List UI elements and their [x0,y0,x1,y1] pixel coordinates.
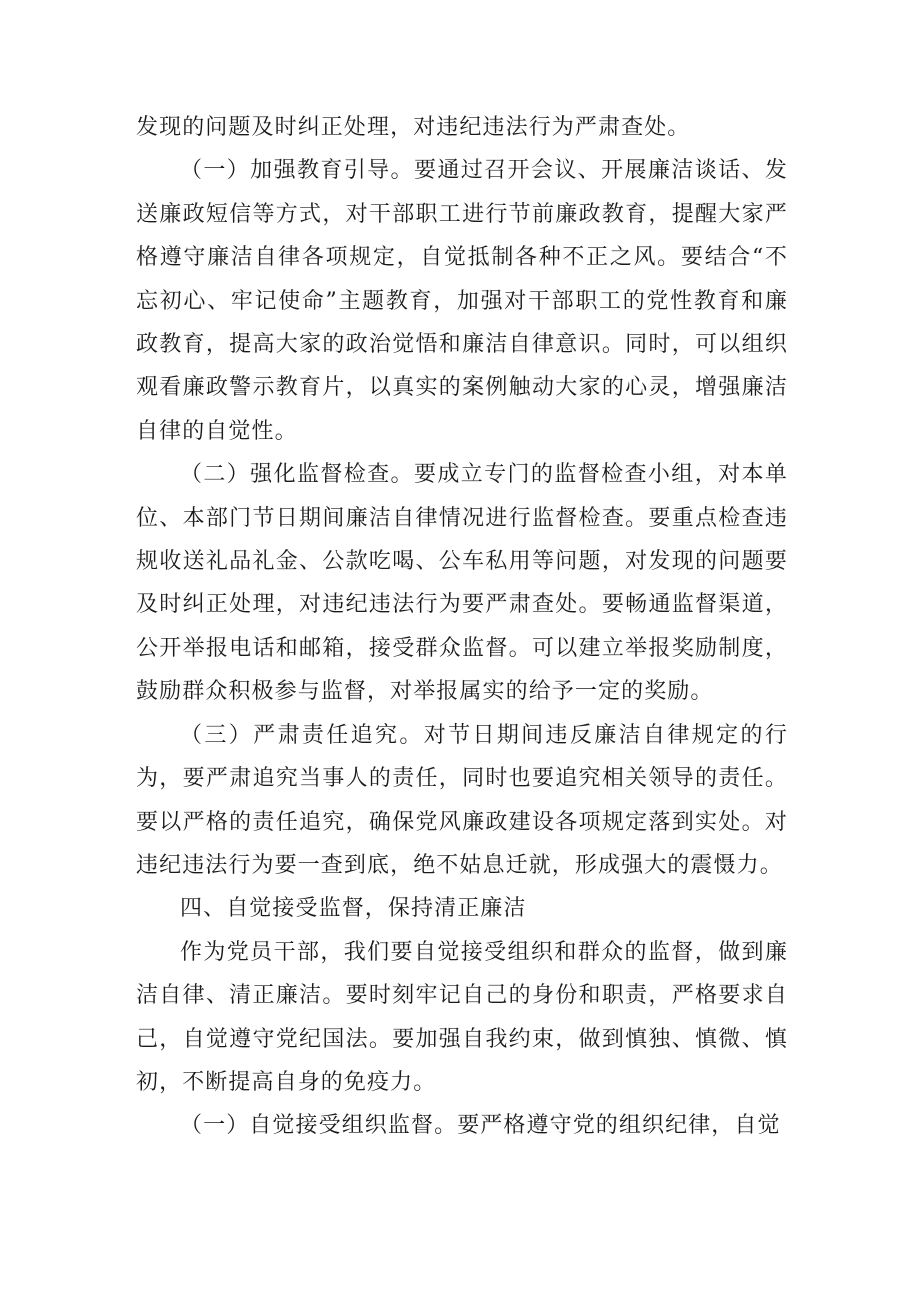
paragraph-accountability: （三）严肃责任追究。对节日期间违反廉洁自律规定的行为，要严肃追究当事人的责任，同时也要追究相关领导的责任。要以严格的责任追究，确保党风廉政建设各项规定落到实处。对违纪违法行为要一查到底，绝不姑息迁就，形成强大的震慑力。 [136,722,788,878]
paragraph-education-guidance: （一）加强教育引导。要通过召开会议、开展廉洁谈话、发送廉政短信等方式，对干部职工进行节前廉政教育，提醒大家严格遵守廉洁自律各项规定，自觉抵制各种不正之风。要结合“不忘初心、牢记使命”主题教育，加强对干部职工的党性教育和廉政教育，提高大家的政治觉悟和廉洁自律意识。同时，可以组织观看廉政警示教育片，以真实的案例触动大家的心灵，增强廉洁自律的自觉性。 [136,158,788,444]
section-heading-accept-supervision: 四、自觉接受监督，保持清正廉洁 [180,896,527,922]
paragraph-party-member-duty: 作为党员干部，我们要自觉接受组织和群众的监督，做到廉洁自律、清正廉洁。要时刻牢记自己的身份和职责，严格要求自己，自觉遵守党纪国法。要加强自我约束，做到慎独、慎微、慎初，不断提高自身的免疫力。 [136,939,788,1095]
paragraph-supervision-inspection: （二）强化监督检查。要成立专门的监督检查小组，对本单位、本部门节日期间廉洁自律情况进行监督检查。要重点检查违规收送礼品礼金、公款吃喝、公车私用等问题，对发现的问题要及时纠正处理，对违纪违法行为要严肃查处。要畅通监督渠道，公开举报电话和邮箱，接受群众监督。可以建立举报奖励制度，鼓励群众积极参与监督，对举报属实的给予一定的奖励。 [136,462,788,705]
paragraph-continuation: 发现的问题及时纠正处理，对违纪违法行为严肃查处。 [136,115,691,140]
document-body [136,106,788,1148]
paragraph-organization-supervision: （一）自觉接受组织监督。要严格遵守党的组织纪律，自觉 [180,1113,781,1139]
